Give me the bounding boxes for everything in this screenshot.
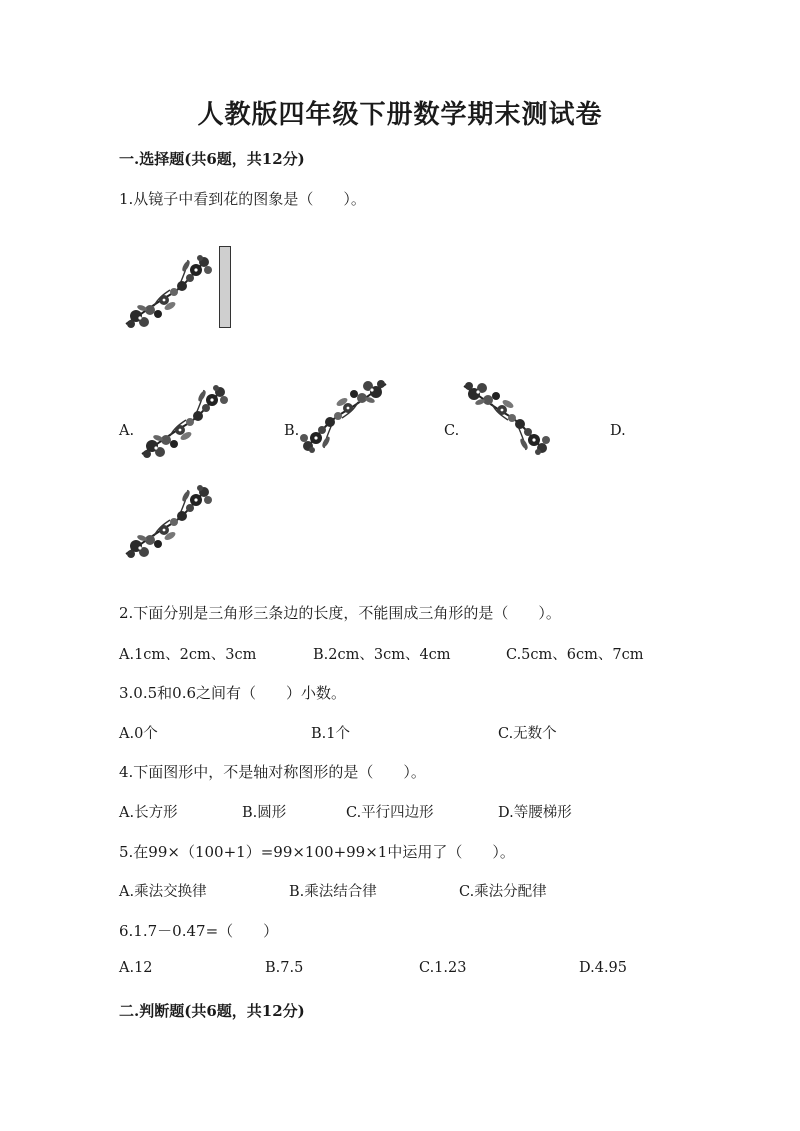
flower-branch-icon — [124, 252, 212, 332]
q2-option-a[interactable]: A.1cm、2cm、3cm — [119, 647, 257, 663]
q1-option-a-label[interactable]: A. — [119, 423, 135, 439]
q1-option-d-label[interactable]: D. — [610, 423, 626, 439]
q4-option-b[interactable]: B.圆形 — [242, 805, 287, 821]
q5-option-a[interactable]: A.乘法交换律 — [119, 884, 207, 900]
question-3-stem: 3.0.5和0.6之间有（ ）小数。 — [119, 684, 347, 702]
question-4-stem: 4.下面图形中，不是轴对称图形的是（ ）。 — [119, 763, 426, 781]
q3-option-b[interactable]: B.1个 — [311, 726, 350, 742]
q2-option-c[interactable]: C.5cm、6cm、7cm — [506, 647, 644, 663]
q2-option-b[interactable]: B.2cm、3cm、4cm — [313, 647, 451, 663]
question-1-stem: 1.从镜子中看到花的图象是（ ）。 — [119, 190, 366, 208]
q5-option-c[interactable]: C.乘法分配律 — [459, 884, 547, 900]
q3-option-c[interactable]: C.无数个 — [498, 726, 557, 742]
q3-option-a[interactable]: A.0个 — [119, 726, 158, 742]
question-2-stem: 2.下面分别是三角形三条边的长度，不能围成三角形的是（ ）。 — [119, 604, 561, 622]
q6-option-c[interactable]: C.1.23 — [419, 960, 467, 976]
page-title: 人教版四年级下册数学期末测试卷 — [197, 100, 603, 130]
q6-option-a[interactable]: A.12 — [119, 960, 153, 976]
flower-branch-icon[interactable] — [300, 376, 388, 456]
mirror-icon — [219, 246, 231, 328]
question-6-stem: 6.1.7－0.47=（ ） — [119, 922, 279, 940]
q1-option-b-label[interactable]: B. — [284, 423, 300, 439]
q5-option-b[interactable]: B.乘法结合律 — [289, 884, 377, 900]
flower-branch-icon[interactable] — [140, 382, 228, 462]
q4-option-d[interactable]: D.等腰梯形 — [498, 805, 572, 821]
q6-option-b[interactable]: B.7.5 — [265, 960, 304, 976]
q6-option-d[interactable]: D.4.95 — [579, 960, 628, 976]
flower-branch-icon[interactable] — [462, 378, 550, 458]
section1-heading: 一.选择题(共6题，共12分) — [119, 150, 305, 168]
flower-branch-icon[interactable] — [124, 482, 212, 562]
q4-option-c[interactable]: C.平行四边形 — [346, 805, 434, 821]
q4-option-a[interactable]: A.长方形 — [119, 805, 178, 821]
q1-option-c-label[interactable]: C. — [444, 423, 460, 439]
section2-heading: 二.判断题(共6题，共12分) — [119, 1002, 305, 1020]
question-5-stem: 5.在99×（100+1）=99×100+99×1中运用了（ ）。 — [119, 843, 515, 861]
